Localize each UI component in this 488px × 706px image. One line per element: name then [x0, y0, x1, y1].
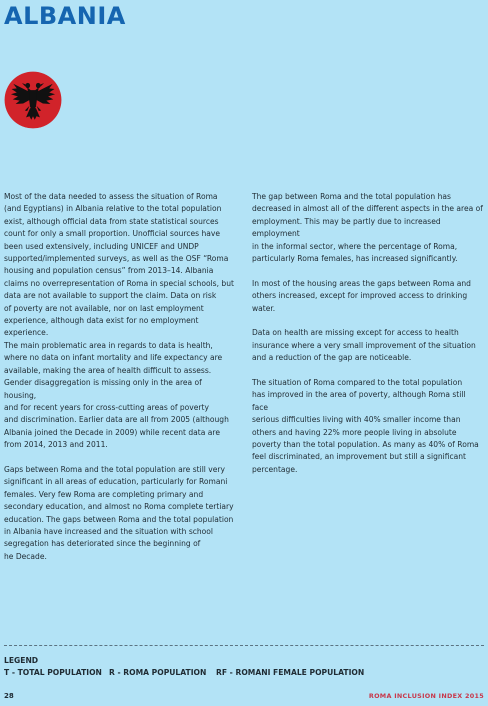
housing-paragraph: In most of the housing areas the gaps between Roma and others increased, except for improved access to drinking water.: [252, 278, 471, 313]
legend: [4, 668, 364, 677]
page-number: 28: [4, 692, 14, 700]
legend-item-total: T - TOTAL POPULATION: [4, 668, 102, 677]
footer-title: ROMA INCLUSION INDEX 2015: [368, 692, 484, 700]
data-availability-paragraph: Most of the data needed to assess the situation of Roma (and Egyptians) in Albania relative to the total population exist, although official data from state statistical sources count for only a small proportion. Unofficial sources have been used extensively, including UNICEF and UNDP supported/implemented surveys, as well as the OSF “Roma housing and population census” from 2013–14. Albania claims no overrepresentation of Roma in special schools, but data are not available to support the claim. Data on risk of poverty are not available, nor on last employment experience, although data exist for no employment experience. The main problematic area in regards to data is health, where no data on infant mortality and life expectancy are available, making the area of health difficult to assess. Gender disaggregation is missing only in the area of housing, and for recent years for cross-cutting areas of poverty and discrimination. Earlier data are all from 2005 (although Albania joined the Decade in 2009) while recent data are from 2014, 2013 and 2011.: [4, 192, 234, 450]
legend-title: LEGEND: [4, 656, 39, 665]
page-title: ALBANIA: [4, 2, 126, 30]
legend-item-romani-female: RF - ROMANI FEMALE POPULATION: [216, 668, 365, 677]
education-paragraph: Gaps between Roma and the total population are still very significant in all areas of education, particularly for Romani females. Very few Roma are completing primary and secondary education, and almost no Roma complete tertiary education. The gaps between Roma and the total population in Albania have increased and the situation with school segregation has deteriorated since the beginning of he Decade.: [4, 464, 234, 561]
poverty-paragraph: The situation of Roma compared to the total population has improved in the area of poverty, although Roma still face serious difficulties living with 40% smaller income than others and having 22% more people living in absolute poverty than the total population. As many as 40% of Roma feel discriminated, an improvement but still a significant percentage.: [252, 378, 479, 474]
albania-flag-icon: [4, 71, 62, 129]
health-paragraph: Data on health are missing except for access to health insurance where a very small improvement of the situation and a reduction of the gap are noticeable.: [252, 328, 476, 363]
right-column: [252, 191, 484, 489]
employment-paragraph: The gap between Roma and the total population has decreased in almost all of the different aspects in the area of employment. This may be partly due to increased employment in the informal sector, where the percentage of Roma, particularly Roma females, has increased significantly.: [252, 192, 483, 264]
legend-item-roma: R - ROMA POPULATION: [109, 668, 207, 677]
legend-divider: [4, 645, 484, 646]
left-column: [4, 191, 236, 576]
